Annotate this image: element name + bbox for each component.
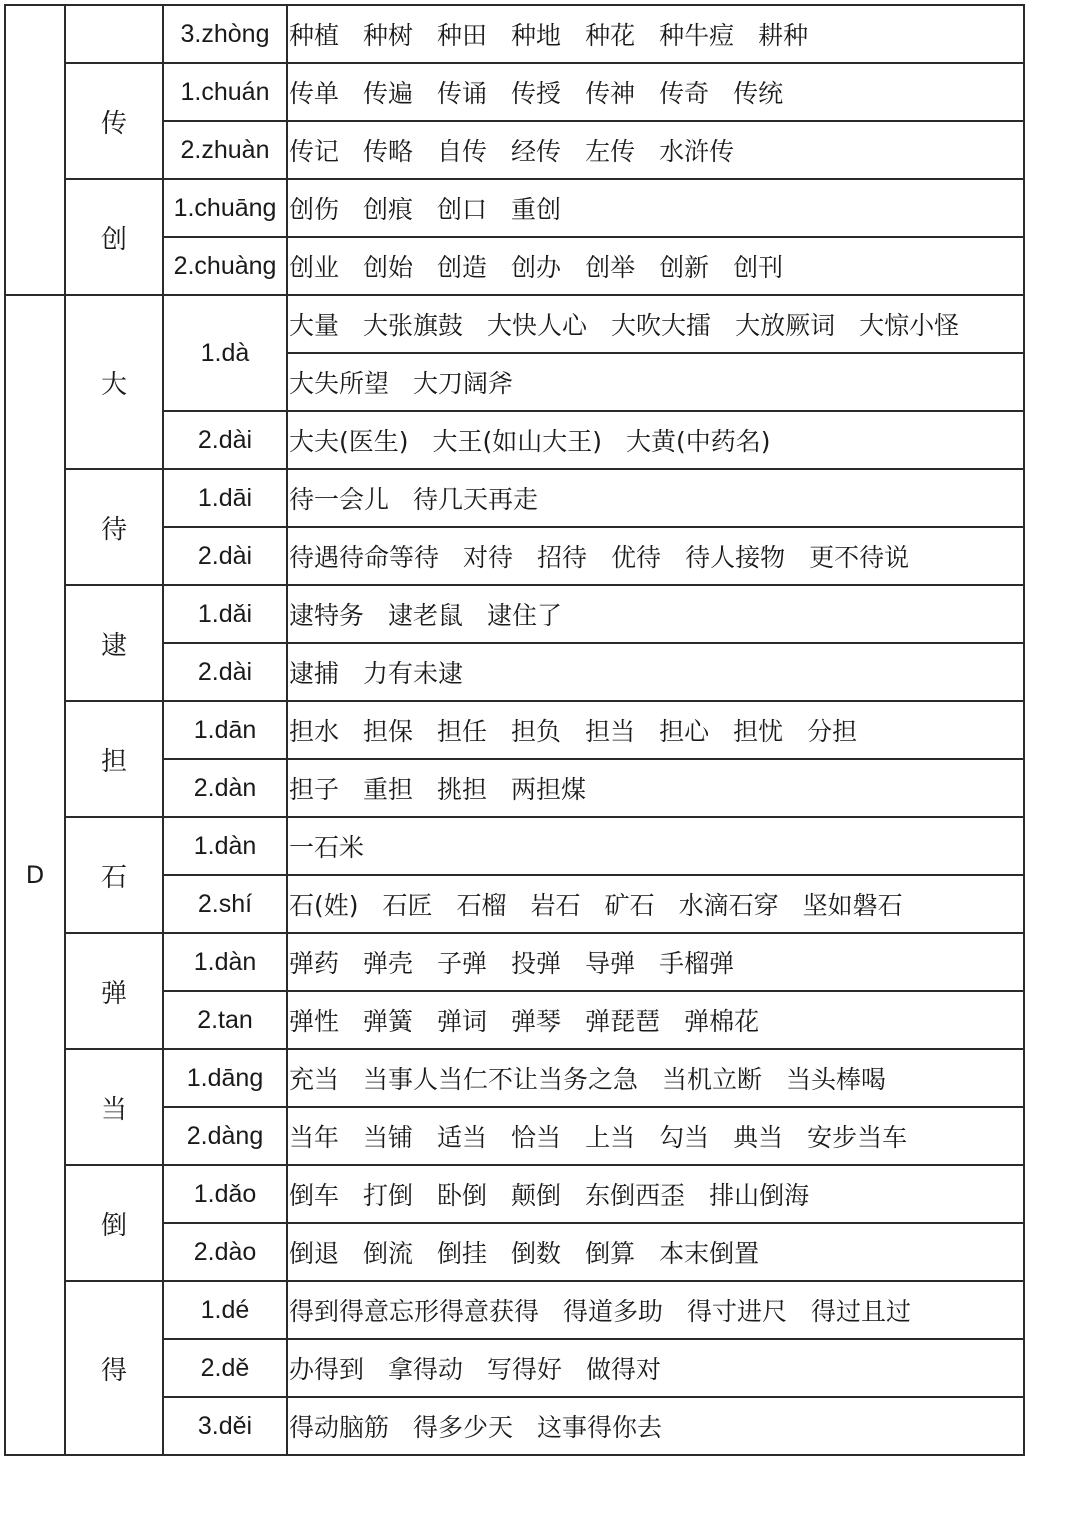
pinyin-reading-cell: 1.chuāng <box>163 179 287 237</box>
pinyin-reading-cell: 3.děi <box>163 1397 287 1455</box>
example-word: 倒退 <box>289 1239 340 1268</box>
example-word: 打倒 <box>363 1181 414 1210</box>
example-word: 做得对 <box>586 1355 662 1384</box>
example-word: 得寸进尺 <box>687 1297 788 1326</box>
example-word: 弹琴 <box>511 1007 562 1036</box>
pinyin-reading-cell: 2.dài <box>163 643 287 701</box>
example-word: 传记 <box>289 137 340 166</box>
example-word: 这事得你去 <box>537 1413 663 1442</box>
example-word: 创始 <box>363 253 414 282</box>
example-word: 左传 <box>585 137 636 166</box>
polyphone-table-wrapper <box>4 4 1025 1456</box>
pinyin-reading-cell: 2.dàng <box>163 1107 287 1165</box>
example-word: 得到得意忘形得意获得 <box>289 1297 540 1326</box>
table-row <box>5 1049 1024 1107</box>
example-word: 大刀阔斧 <box>413 369 514 398</box>
example-word: 充当 <box>289 1065 340 1094</box>
example-word: 大失所望 <box>289 369 390 398</box>
example-word: 本末倒置 <box>659 1239 760 1268</box>
example-word: 岩石 <box>530 891 581 920</box>
example-word: 得过且过 <box>811 1297 912 1326</box>
example-words-cell <box>287 237 1024 295</box>
example-word: 对待 <box>463 543 514 572</box>
example-word: 担当 <box>585 717 636 746</box>
pinyin-reading-cell: 1.dà <box>163 295 287 411</box>
table-row <box>5 469 1024 527</box>
example-words-cell <box>287 1281 1024 1339</box>
example-words-cell <box>287 817 1024 875</box>
example-word: 水浒传 <box>659 137 735 166</box>
table-row <box>5 1165 1024 1223</box>
pinyin-reading-cell: 3.zhòng <box>163 5 287 63</box>
character-cell: 待 <box>65 469 163 585</box>
example-word: 传诵 <box>437 79 488 108</box>
example-word: 两担煤 <box>511 775 587 804</box>
example-word: 担保 <box>363 717 414 746</box>
example-word: 当头棒喝 <box>786 1065 887 1094</box>
example-word: 创造 <box>437 253 488 282</box>
example-words-cell <box>287 643 1024 701</box>
example-word: 更不待说 <box>809 543 910 572</box>
character-cell: 倒 <box>65 1165 163 1281</box>
example-word: 弹词 <box>437 1007 488 1036</box>
example-word: 石匠 <box>382 891 433 920</box>
table-row <box>5 63 1024 121</box>
example-word: 经传 <box>511 137 562 166</box>
example-words-cell <box>287 875 1024 933</box>
example-word: 种牛痘 <box>659 21 735 50</box>
example-word: 当机立断 <box>662 1065 763 1094</box>
example-word: 传统 <box>733 79 784 108</box>
example-word: 创办 <box>511 253 562 282</box>
table-row <box>5 585 1024 643</box>
example-word: 种地 <box>511 21 562 50</box>
example-word: 大王(如山大王) <box>432 427 603 456</box>
example-word: 弹簧 <box>363 1007 414 1036</box>
example-word: 弹性 <box>289 1007 340 1036</box>
pinyin-reading-cell: 2.dài <box>163 527 287 585</box>
pinyin-reading-cell: 2.dào <box>163 1223 287 1281</box>
example-words-cell <box>287 1339 1024 1397</box>
example-word: 待人接物 <box>685 543 786 572</box>
example-word: 担负 <box>511 717 562 746</box>
example-words-cell <box>287 63 1024 121</box>
pinyin-reading-cell: 1.dān <box>163 701 287 759</box>
example-word: 大快人心 <box>487 311 588 340</box>
example-words-cell <box>287 527 1024 585</box>
example-word: 传奇 <box>659 79 710 108</box>
example-word: 倒流 <box>363 1239 414 1268</box>
example-word: 担心 <box>659 717 710 746</box>
example-word: 待遇待命等待 <box>289 543 440 572</box>
pinyin-reading-cell: 2.zhuàn <box>163 121 287 179</box>
example-word: 担子 <box>289 775 340 804</box>
example-word: 大吹大擂 <box>611 311 712 340</box>
table-row <box>5 295 1024 353</box>
example-word: 大量 <box>289 311 340 340</box>
example-word: 卧倒 <box>437 1181 488 1210</box>
example-word: 勾当 <box>659 1123 710 1152</box>
example-words-cell <box>287 933 1024 991</box>
example-word: 排山倒海 <box>709 1181 810 1210</box>
example-word: 大黄(中药名) <box>626 427 771 456</box>
example-word: 力有未逮 <box>363 659 464 688</box>
example-word: 石榴 <box>456 891 507 920</box>
example-word: 种花 <box>585 21 636 50</box>
example-word: 倒数 <box>511 1239 562 1268</box>
pinyin-reading-cell: 2.dě <box>163 1339 287 1397</box>
example-word: 弹棉花 <box>684 1007 760 1036</box>
example-word: 得多少天 <box>413 1413 514 1442</box>
initial-letter-cell <box>5 5 65 295</box>
pinyin-reading-cell: 1.dé <box>163 1281 287 1339</box>
example-word: 写得好 <box>487 1355 563 1384</box>
example-word: 东倒西歪 <box>585 1181 686 1210</box>
example-word: 弹壳 <box>363 949 414 978</box>
example-word: 逮特务 <box>289 601 365 630</box>
example-word: 水滴石穿 <box>678 891 779 920</box>
example-word: 逮老鼠 <box>388 601 464 630</box>
character-cell: 大 <box>65 295 163 469</box>
example-word: 挑担 <box>437 775 488 804</box>
example-word: 传神 <box>585 79 636 108</box>
character-cell: 担 <box>65 701 163 817</box>
pinyin-reading-cell: 1.dǎo <box>163 1165 287 1223</box>
example-word: 导弹 <box>585 949 636 978</box>
example-words-cell <box>287 353 1024 411</box>
character-cell <box>65 5 163 63</box>
example-word: 石(姓) <box>289 891 359 920</box>
example-word: 拿得动 <box>388 1355 464 1384</box>
example-word: 种树 <box>363 21 414 50</box>
pinyin-reading-cell: 1.dāng <box>163 1049 287 1107</box>
example-word: 优待 <box>611 543 662 572</box>
example-word: 创业 <box>289 253 340 282</box>
example-word: 弹药 <box>289 949 340 978</box>
pinyin-reading-cell: 1.chuán <box>163 63 287 121</box>
character-cell: 逮 <box>65 585 163 701</box>
example-word: 传略 <box>363 137 414 166</box>
example-word: 待一会儿 <box>289 485 390 514</box>
character-cell: 当 <box>65 1049 163 1165</box>
example-word: 传单 <box>289 79 340 108</box>
example-word: 典当 <box>733 1123 784 1152</box>
example-word: 弹琵琶 <box>585 1007 661 1036</box>
example-word: 一石米 <box>289 833 365 862</box>
example-word: 安步当车 <box>807 1123 908 1152</box>
pinyin-reading-cell: 2.tan <box>163 991 287 1049</box>
example-word: 重创 <box>511 195 562 224</box>
example-word: 坚如磐石 <box>802 891 903 920</box>
example-word: 倒算 <box>585 1239 636 1268</box>
pinyin-reading-cell: 1.dàn <box>163 817 287 875</box>
example-word: 逮捕 <box>289 659 340 688</box>
example-word: 逮住了 <box>487 601 563 630</box>
example-word: 传遍 <box>363 79 414 108</box>
example-word: 种田 <box>437 21 488 50</box>
example-words-cell <box>287 1397 1024 1455</box>
example-words-cell <box>287 1049 1024 1107</box>
example-words-cell <box>287 469 1024 527</box>
example-word: 办得到 <box>289 1355 365 1384</box>
example-word: 上当 <box>585 1123 636 1152</box>
example-word: 手榴弹 <box>659 949 735 978</box>
example-words-cell <box>287 121 1024 179</box>
example-word: 大惊小怪 <box>859 311 960 340</box>
example-word: 适当 <box>437 1123 488 1152</box>
character-cell: 创 <box>65 179 163 295</box>
example-word: 创痕 <box>363 195 414 224</box>
pinyin-reading-cell: 1.dàn <box>163 933 287 991</box>
example-words-cell <box>287 991 1024 1049</box>
table-row <box>5 933 1024 991</box>
example-word: 投弹 <box>511 949 562 978</box>
table-row <box>5 179 1024 237</box>
example-words-cell <box>287 1223 1024 1281</box>
table-row <box>5 701 1024 759</box>
example-words-cell <box>287 701 1024 759</box>
example-word: 创举 <box>585 253 636 282</box>
example-word: 子弹 <box>437 949 488 978</box>
example-word: 创伤 <box>289 195 340 224</box>
example-word: 担忧 <box>733 717 784 746</box>
example-word: 耕种 <box>758 21 809 50</box>
example-words-cell <box>287 411 1024 469</box>
example-word: 矿石 <box>604 891 655 920</box>
example-word: 得动脑筋 <box>289 1413 390 1442</box>
example-words-cell <box>287 179 1024 237</box>
table-row <box>5 817 1024 875</box>
example-word: 担水 <box>289 717 340 746</box>
example-word: 大张旗鼓 <box>363 311 464 340</box>
example-words-cell <box>287 1107 1024 1165</box>
pinyin-reading-cell: 1.dāi <box>163 469 287 527</box>
example-word: 担任 <box>437 717 488 746</box>
example-words-cell <box>287 585 1024 643</box>
example-word: 创刊 <box>733 253 784 282</box>
pinyin-reading-cell: 1.dǎi <box>163 585 287 643</box>
example-word: 传授 <box>511 79 562 108</box>
example-words-cell <box>287 759 1024 817</box>
example-word: 大夫(医生) <box>289 427 409 456</box>
polyphonic-characters-table <box>4 4 1025 1456</box>
example-word: 待几天再走 <box>413 485 539 514</box>
example-word: 颠倒 <box>511 1181 562 1210</box>
pinyin-reading-cell: 2.chuàng <box>163 237 287 295</box>
example-word: 当铺 <box>363 1123 414 1152</box>
example-word: 倒挂 <box>437 1239 488 1268</box>
table-row <box>5 1281 1024 1339</box>
character-cell: 得 <box>65 1281 163 1455</box>
pinyin-reading-cell: 2.dài <box>163 411 287 469</box>
example-word: 倒车 <box>289 1181 340 1210</box>
table-row <box>5 5 1024 63</box>
example-word: 重担 <box>363 775 414 804</box>
initial-letter-cell: D <box>5 295 65 1455</box>
example-word: 分担 <box>807 717 858 746</box>
example-word: 招待 <box>537 543 588 572</box>
example-word: 恰当 <box>511 1123 562 1152</box>
character-cell: 弹 <box>65 933 163 1049</box>
character-cell: 石 <box>65 817 163 933</box>
example-words-cell <box>287 1165 1024 1223</box>
pinyin-reading-cell: 2.shí <box>163 875 287 933</box>
example-words-cell <box>287 295 1024 353</box>
example-word: 创口 <box>437 195 488 224</box>
pinyin-reading-cell: 2.dàn <box>163 759 287 817</box>
example-word: 自传 <box>437 137 488 166</box>
example-word: 当事人当仁不让当务之急 <box>363 1065 639 1094</box>
example-word: 创新 <box>659 253 710 282</box>
example-word: 大放厥词 <box>735 311 836 340</box>
character-cell: 传 <box>65 63 163 179</box>
example-words-cell <box>287 5 1024 63</box>
example-word: 当年 <box>289 1123 340 1152</box>
table-body <box>5 5 1024 1455</box>
example-word: 得道多助 <box>563 1297 664 1326</box>
example-word: 种植 <box>289 21 340 50</box>
